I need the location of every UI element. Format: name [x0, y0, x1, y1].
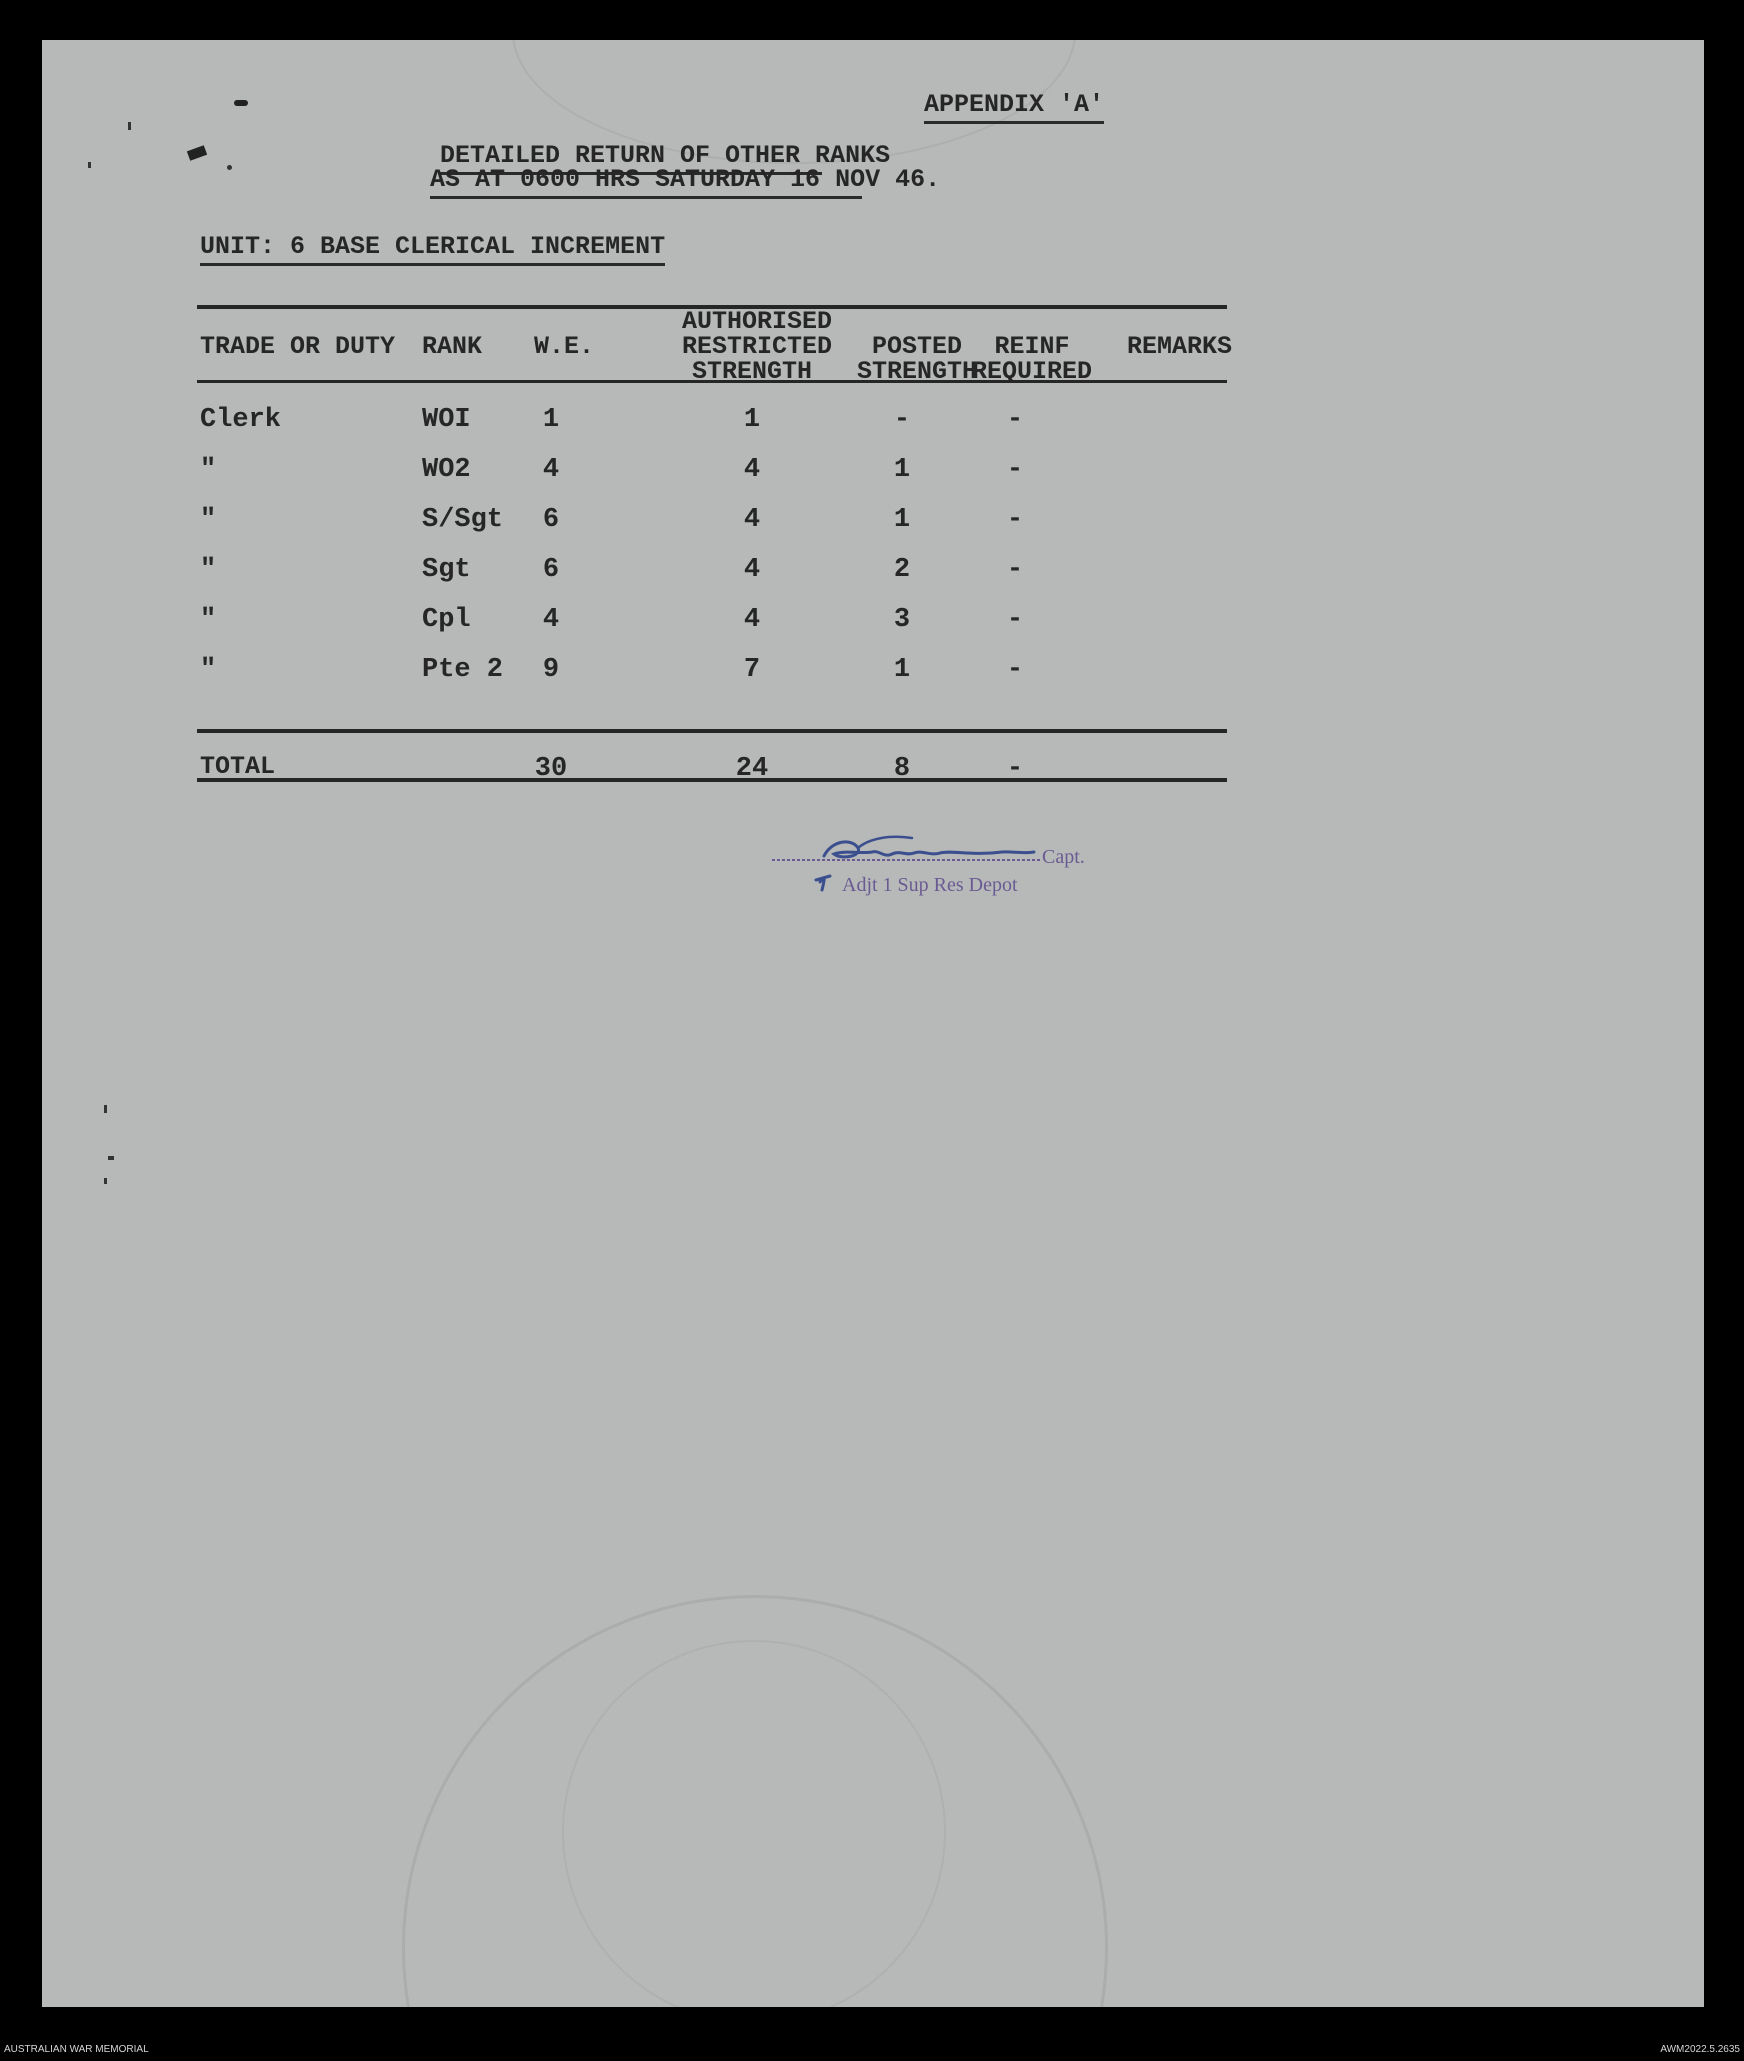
cell-we: 6 [542, 505, 560, 535]
signature-rank: Capt. [1042, 846, 1085, 868]
cell-trade: " [200, 555, 217, 585]
cell-reinf: - [1006, 505, 1024, 535]
cell-rank: WOI [422, 405, 471, 435]
header-we: W.E. [534, 332, 595, 361]
title-line-2: AS AT 0600 HRS SATURDAY 16 NOV 46. [430, 165, 862, 199]
cell-trade: " [200, 505, 217, 535]
header-rank: RANK [422, 332, 483, 361]
total-auth: 24 [735, 754, 769, 784]
header-remarks: REMARKS [1127, 332, 1233, 361]
header-auth-2: RESTRICTED [682, 332, 833, 361]
total-top-rule [197, 729, 1227, 733]
header-posted-1: POSTED [871, 332, 962, 361]
signature-title: Adjt 1 Sup Res Depot [842, 874, 1018, 896]
document-page [42, 40, 1704, 2007]
cell-trade: Clerk [200, 405, 282, 435]
cell-reinf: - [1006, 555, 1024, 585]
cell-auth: 1 [743, 405, 761, 435]
cell-rank: Sgt [422, 555, 471, 585]
cell-trade: " [200, 605, 217, 635]
cell-auth: 7 [743, 655, 761, 685]
cell-auth: 4 [743, 605, 761, 635]
cell-we: 1 [542, 405, 560, 435]
cell-we: 4 [542, 455, 560, 485]
cell-reinf: - [1006, 405, 1024, 435]
cell-we: 9 [542, 655, 560, 685]
faint-seal-inner [562, 1640, 946, 2007]
cell-posted: 1 [893, 655, 911, 685]
total-reinf: - [1006, 754, 1024, 784]
header-auth-3: STRENGTH [691, 357, 813, 386]
cell-rank: Pte 2 [422, 655, 504, 685]
cell-reinf: - [1006, 605, 1024, 635]
cell-posted: 2 [893, 555, 911, 585]
cell-rank: Cpl [422, 605, 471, 635]
header-posted-2: STRENGTH [857, 357, 978, 386]
cell-posted: 1 [893, 455, 911, 485]
cell-reinf: - [1006, 655, 1024, 685]
cell-trade: " [200, 655, 217, 685]
total-we: 30 [534, 754, 568, 784]
total-posted: 8 [893, 754, 911, 784]
cell-auth: 4 [743, 505, 761, 535]
cell-auth: 4 [743, 455, 761, 485]
header-trade: TRADE OR DUTY [200, 332, 396, 361]
cell-posted: 1 [893, 505, 911, 535]
header-auth-1: AUTHORISED [682, 307, 833, 336]
cell-rank: WO2 [422, 455, 471, 485]
cell-reinf: - [1006, 455, 1024, 485]
header-reinf-1: REINF [994, 332, 1070, 361]
unit-label: UNIT: 6 BASE CLERICAL INCREMENT [200, 232, 665, 266]
cell-auth: 4 [743, 555, 761, 585]
footer-reference: AWM2022.5.2635 [1660, 2044, 1740, 2055]
header-reinf-2: REQUIRED [972, 357, 1093, 386]
total-bottom-rule [197, 778, 1227, 782]
cell-we: 4 [542, 605, 560, 635]
cell-we: 6 [542, 555, 560, 585]
cell-rank: S/Sgt [422, 505, 504, 535]
footer-source: AUSTRALIAN WAR MEMORIAL [4, 2044, 149, 2055]
cell-posted: - [893, 405, 911, 435]
title-line-1: DETAILED RETURN OF OTHER RANKS [440, 141, 822, 175]
cell-posted: 3 [893, 605, 911, 635]
cell-trade: " [200, 455, 217, 485]
appendix-label: APPENDIX 'A' [924, 90, 1104, 124]
total-label: TOTAL [200, 752, 276, 781]
